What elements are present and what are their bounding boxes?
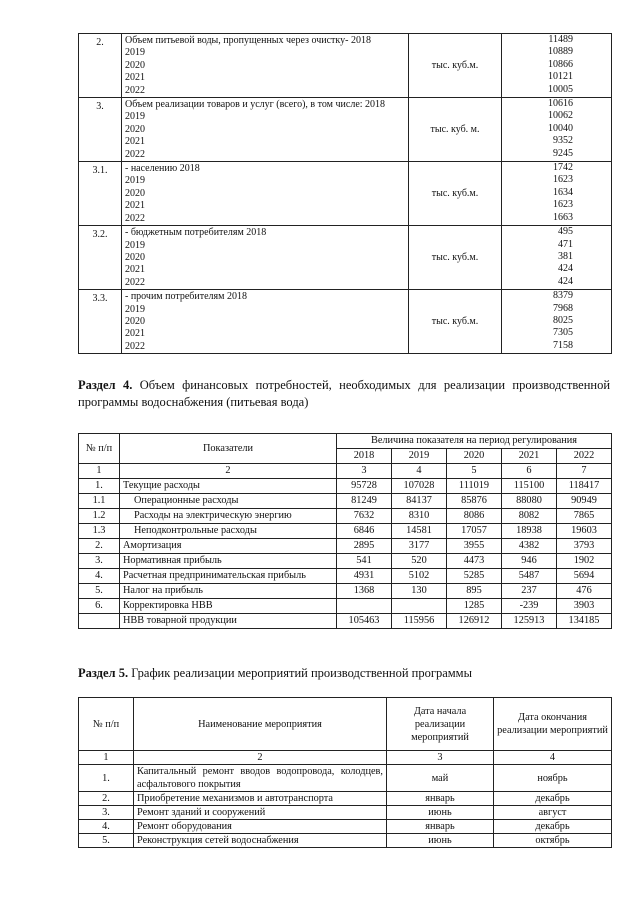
col-number: 5 — [447, 464, 502, 479]
row-value: 1623 — [553, 199, 573, 211]
row-number: 1. — [79, 479, 120, 494]
row-value: 8379 — [553, 290, 573, 302]
row-value: 115100 — [502, 479, 557, 494]
row-value: 2895 — [337, 539, 392, 554]
row-value: 4473 — [447, 554, 502, 569]
table-row — [79, 539, 612, 554]
col-number: 6 — [502, 464, 557, 479]
row-title — [122, 34, 409, 98]
row-title — [122, 290, 409, 354]
row-number: 3.1. — [79, 162, 122, 226]
row-value: 7158 — [553, 339, 573, 351]
row-year: 2020 — [125, 251, 145, 263]
header-year: 2019 — [392, 449, 447, 464]
header-num: № п/п — [79, 434, 120, 464]
row-number: 3. — [79, 806, 134, 820]
table-row — [79, 765, 612, 792]
row-title-text: Объем питьевой воды, пропущенных через очистку- 2018 — [125, 35, 371, 46]
row-value: 7865 — [557, 509, 612, 524]
row-year: 2021 — [125, 264, 145, 276]
table-row — [79, 792, 612, 806]
row-indicator: Налог на прибыль — [120, 584, 337, 599]
row-year: 2019 — [125, 303, 145, 315]
row-values — [502, 34, 612, 98]
table-row — [79, 494, 612, 509]
row-title-text: - прочим потребителям 2018 — [125, 291, 247, 303]
row-end-date: октябрь — [494, 834, 612, 848]
table-row — [79, 820, 612, 834]
row-number: 4. — [79, 569, 120, 584]
row-value: 8086 — [447, 509, 502, 524]
row-values — [502, 290, 612, 354]
row-value: 946 — [502, 554, 557, 569]
row-unit: тыс. куб.м. — [409, 290, 502, 354]
row-value: 5102 — [392, 569, 447, 584]
row-end-date: декабрь — [494, 820, 612, 834]
row-value: 107028 — [392, 479, 447, 494]
row-values — [502, 226, 612, 290]
row-value: 476 — [557, 584, 612, 599]
row-year: 2019 — [125, 175, 145, 187]
row-number: 3.3. — [79, 290, 122, 354]
col-number: 1 — [79, 464, 120, 479]
row-value: 3793 — [557, 539, 612, 554]
row-value: 4931 — [337, 569, 392, 584]
col-number: 1 — [79, 751, 134, 765]
row-value: 1902 — [557, 554, 612, 569]
row-indicator: Операционные расходы — [120, 494, 337, 509]
table-row — [79, 584, 612, 599]
row-value: 95728 — [337, 479, 392, 494]
header-num: № п/п — [79, 698, 134, 751]
table-row — [79, 479, 612, 494]
row-value: 84137 — [392, 494, 447, 509]
row-value: 1368 — [337, 584, 392, 599]
row-value: 81249 — [337, 494, 392, 509]
row-year: 2020 — [125, 59, 145, 71]
row-value: 1742 — [553, 162, 573, 174]
row-activity: Ремонт зданий и сооружений — [134, 806, 387, 820]
col-number: 4 — [392, 464, 447, 479]
row-indicator: Расчетная предпринимательская прибыль — [120, 569, 337, 584]
row-activity: Реконструкция сетей водоснабжения — [134, 834, 387, 848]
header-year: 2021 — [502, 449, 557, 464]
row-year: 2019 — [125, 111, 145, 123]
row-value: 118417 — [557, 479, 612, 494]
row-indicator: Расходы на электрическую энергию — [120, 509, 337, 524]
row-number: 1. — [79, 765, 134, 792]
row-year: 2021 — [125, 72, 145, 84]
header-start-date: Дата начала реализации мероприятий — [387, 698, 494, 751]
row-value: 6846 — [337, 524, 392, 539]
row-value: 381 — [558, 250, 573, 262]
row-year: 2022 — [125, 148, 145, 160]
section-4-label: Раздел 4. — [78, 378, 133, 392]
row-start-date: январь — [387, 820, 494, 834]
header-year: 2020 — [447, 449, 502, 464]
row-start-date: июнь — [387, 806, 494, 820]
row-start-date: май — [387, 765, 494, 792]
row-year: 2022 — [125, 340, 145, 352]
row-value: 8082 — [502, 509, 557, 524]
row-values — [502, 162, 612, 226]
row-year: 2020 — [125, 123, 145, 135]
row-title — [122, 226, 409, 290]
row-indicator: Корректировка НВВ — [120, 599, 337, 614]
col-number: 3 — [387, 751, 494, 765]
row-value: 7305 — [553, 327, 573, 339]
row-number: 5. — [79, 584, 120, 599]
row-value: 105463 — [337, 614, 392, 629]
row-value: 541 — [337, 554, 392, 569]
row-value: 9352 — [553, 135, 573, 147]
row-indicator: Нормативная прибыль — [120, 554, 337, 569]
row-value: 115956 — [392, 614, 447, 629]
row-number: 1.2 — [79, 509, 120, 524]
row-number: 2. — [79, 539, 120, 554]
row-value: 19603 — [557, 524, 612, 539]
row-value: 126912 — [447, 614, 502, 629]
table-row — [79, 524, 612, 539]
table-row — [79, 599, 612, 614]
row-value: 14581 — [392, 524, 447, 539]
row-value: 10005 — [548, 83, 573, 95]
section-5-text: График реализации мероприятий производственной программы — [131, 666, 472, 680]
row-unit: тыс. куб.м. — [409, 162, 502, 226]
row-value: -239 — [502, 599, 557, 614]
row-start-date: январь — [387, 792, 494, 806]
volume-table — [78, 33, 612, 354]
row-year: 2019 — [125, 47, 145, 59]
table-row — [79, 162, 612, 226]
row-title-text: - бюджетным потребителям 2018 — [125, 227, 267, 239]
section-5-heading — [78, 666, 472, 681]
header-period: Величина показателя на период регулирования — [337, 434, 612, 449]
row-number: 3.2. — [79, 226, 122, 290]
row-value: 1663 — [553, 211, 573, 223]
row-value: 111019 — [447, 479, 502, 494]
table-row — [79, 614, 612, 629]
row-value: 424 — [558, 275, 573, 287]
row-value: 424 — [558, 263, 573, 275]
table-row — [79, 554, 612, 569]
col-number: 3 — [337, 464, 392, 479]
row-start-date: июнь — [387, 834, 494, 848]
row-value: 90949 — [557, 494, 612, 509]
row-activity: Приобретение механизмов и автотранспорта — [134, 792, 387, 806]
col-number: 7 — [557, 464, 612, 479]
row-value: 10040 — [548, 122, 573, 134]
row-values — [502, 98, 612, 162]
row-value: 125913 — [502, 614, 557, 629]
row-activity: Ремонт оборудования — [134, 820, 387, 834]
table-row — [79, 569, 612, 584]
row-year: 2020 — [125, 315, 145, 327]
row-year: 2022 — [125, 84, 145, 96]
row-value: 10889 — [548, 46, 573, 58]
row-value — [337, 599, 392, 614]
row-value: 10062 — [548, 110, 573, 122]
row-value — [392, 599, 447, 614]
row-year: 2019 — [125, 239, 145, 251]
row-value: 11489 — [548, 34, 573, 45]
table-row — [79, 226, 612, 290]
row-title — [122, 162, 409, 226]
row-value: 1285 — [447, 599, 502, 614]
row-year: 2021 — [125, 200, 145, 212]
row-value: 5487 — [502, 569, 557, 584]
row-value: 3955 — [447, 539, 502, 554]
row-indicator: Амортизация — [120, 539, 337, 554]
row-value: 5694 — [557, 569, 612, 584]
row-title-text: Объем реализации товаров и услуг (всего), в том числе: 2018 — [125, 99, 386, 111]
table-row — [79, 34, 612, 98]
row-number: 1.3 — [79, 524, 120, 539]
row-value: 237 — [502, 584, 557, 599]
col-number: 2 — [134, 751, 387, 765]
row-value: 520 — [392, 554, 447, 569]
table-row — [79, 509, 612, 524]
col-number: 2 — [120, 464, 337, 479]
row-value: 895 — [447, 584, 502, 599]
row-value: 130 — [392, 584, 447, 599]
section-4-text: Объем финансовых потребностей, необходимых для реализации производственной программы водоснабжения (питьевая вода) — [78, 378, 611, 409]
row-value: 471 — [558, 238, 573, 250]
row-indicator: НВВ товарной продукции — [120, 614, 337, 629]
row-value: 5285 — [447, 569, 502, 584]
table-row — [79, 806, 612, 820]
row-activity: Капитальный ремонт вводов водопровода, колодцев, асфальтового покрытия — [134, 765, 387, 792]
header-year: 2018 — [337, 449, 392, 464]
table-row — [79, 98, 612, 162]
row-value: 88080 — [502, 494, 557, 509]
row-year: 2022 — [125, 212, 145, 224]
row-number: 4. — [79, 820, 134, 834]
row-value: 17057 — [447, 524, 502, 539]
row-title — [122, 98, 409, 162]
row-number: 6. — [79, 599, 120, 614]
row-year: 2021 — [125, 328, 145, 340]
section-5-label: Раздел 5. — [78, 666, 129, 680]
header-year: 2022 — [557, 449, 612, 464]
table-row — [79, 834, 612, 848]
row-end-date: декабрь — [494, 792, 612, 806]
row-value: 1623 — [553, 174, 573, 186]
row-value: 10866 — [548, 58, 573, 70]
row-year: 2021 — [125, 136, 145, 148]
row-value: 7968 — [553, 302, 573, 314]
row-number: 1.1 — [79, 494, 120, 509]
row-value: 134185 — [557, 614, 612, 629]
row-value: 4382 — [502, 539, 557, 554]
row-unit: тыс. куб. м. — [409, 98, 502, 162]
header-indicator: Показатели — [120, 434, 337, 464]
row-indicator: Неподконтрольные расходы — [120, 524, 337, 539]
row-end-date: ноябрь — [494, 765, 612, 792]
row-end-date: август — [494, 806, 612, 820]
row-value: 3903 — [557, 599, 612, 614]
row-value: 495 — [558, 226, 573, 238]
row-value: 10616 — [548, 98, 573, 110]
row-value: 8310 — [392, 509, 447, 524]
row-number — [79, 614, 120, 629]
row-value: 3177 — [392, 539, 447, 554]
row-number: 3. — [79, 98, 122, 162]
row-value: 9245 — [553, 147, 573, 159]
table-row — [79, 290, 612, 354]
row-value: 10121 — [548, 71, 573, 83]
row-value: 18938 — [502, 524, 557, 539]
row-number: 3. — [79, 554, 120, 569]
header-end-date: Дата окончания реализации мероприятий — [494, 698, 612, 751]
row-number: 5. — [79, 834, 134, 848]
row-number: 2. — [79, 792, 134, 806]
row-value: 85876 — [447, 494, 502, 509]
row-unit: тыс. куб.м. — [409, 34, 502, 98]
header-activity: Наименование мероприятия — [134, 698, 387, 751]
row-value: 7632 — [337, 509, 392, 524]
row-year: 2020 — [125, 187, 145, 199]
row-year: 2022 — [125, 276, 145, 288]
section-4-heading — [78, 377, 610, 411]
row-indicator: Текущие расходы — [120, 479, 337, 494]
row-number: 2. — [79, 34, 122, 98]
row-unit: тыс. куб.м. — [409, 226, 502, 290]
row-value: 1634 — [553, 186, 573, 198]
row-value: 8025 — [553, 314, 573, 326]
schedule-table — [78, 697, 612, 848]
col-number: 4 — [494, 751, 612, 765]
financial-needs-table — [78, 433, 612, 629]
row-title-text: - населению 2018 — [125, 163, 200, 175]
